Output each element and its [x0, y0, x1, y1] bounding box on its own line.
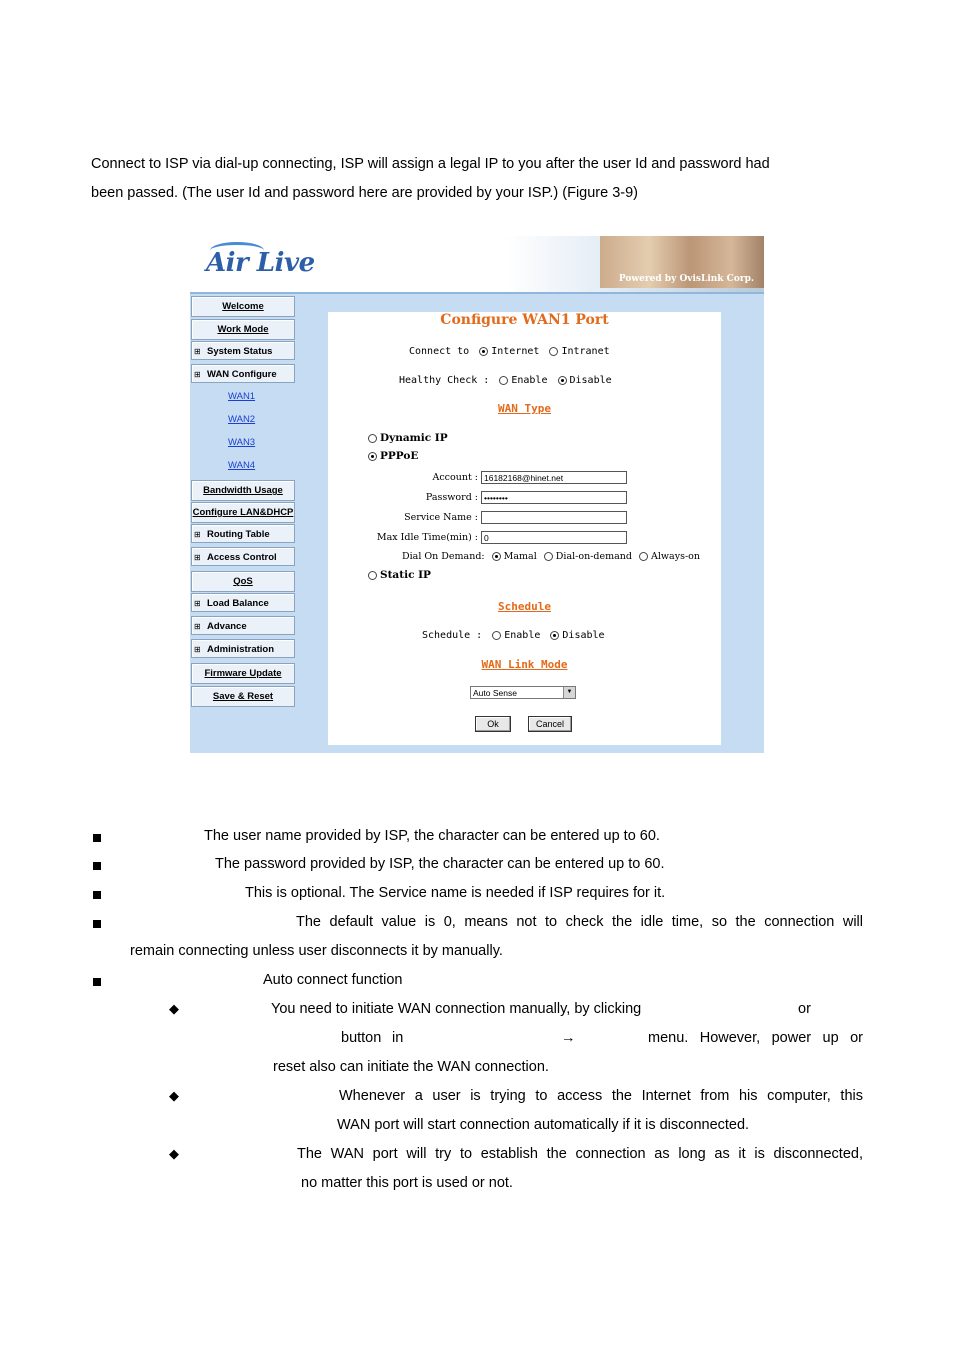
- manual-description-menu: menu. However, power up or: [648, 1030, 863, 1046]
- intro-paragraph: [91, 150, 861, 208]
- dial-on-demand-option-description: Whenever a user is trying to access the Internet from his computer, this: [339, 1088, 863, 1104]
- nav-label: Routing Table: [207, 529, 270, 540]
- dynamic-ip-label: Dynamic IP: [380, 432, 448, 444]
- manual-label: Mamal: [503, 551, 537, 562]
- manual-description-or: or: [798, 1001, 811, 1017]
- link-mode-value: Auto Sense: [473, 688, 517, 698]
- powered-by-text: Powered by OvisLink Corp.: [618, 274, 754, 284]
- healthy-disable-radio[interactable]: [558, 376, 567, 385]
- schedule-label: Schedule :: [422, 630, 483, 641]
- nav-work-mode[interactable]: Work Mode: [191, 319, 295, 340]
- static-ip-radio[interactable]: [368, 571, 377, 580]
- arrow-right-icon: →: [561, 1030, 576, 1046]
- nav-label: System Status: [207, 346, 273, 357]
- nav-wan4[interactable]: WAN4: [228, 460, 256, 471]
- nav-routing-table[interactable]: [191, 524, 295, 543]
- schedule-enable-radio[interactable]: [492, 631, 501, 640]
- dial-on-demand-row: [402, 551, 700, 562]
- bullet-square-icon: [93, 978, 101, 986]
- healthy-disable-label: Disable: [569, 375, 612, 386]
- max-idle-description-continued: remain connecting unless user disconnects it by manually.: [130, 943, 503, 959]
- account-input[interactable]: 16182168@hinet.net: [481, 471, 627, 484]
- wan-link-mode-heading: WAN Link Mode: [481, 658, 568, 671]
- password-description: The password provided by ISP, the character can be entered up to 60.: [215, 856, 665, 872]
- intranet-radio[interactable]: [549, 347, 558, 356]
- nav-save-reset[interactable]: Save & Reset: [191, 686, 295, 707]
- chevron-down-icon: ▼: [563, 687, 575, 698]
- bullet-square-icon: [93, 862, 101, 870]
- always-on-radio[interactable]: [639, 552, 648, 561]
- diamond-bullet-icon: ◆: [169, 1001, 179, 1016]
- nav-wan2[interactable]: WAN2: [228, 414, 256, 425]
- bullet-square-icon: [93, 891, 101, 899]
- nav-administration[interactable]: [191, 639, 295, 658]
- nav-configure-lan[interactable]: Configure LAN&DHCP: [191, 502, 295, 523]
- nav-system-status[interactable]: [191, 341, 295, 360]
- wan-config-screenshot: [190, 236, 764, 753]
- diamond-bullet-icon: ◆: [169, 1146, 179, 1161]
- manual-description: You need to initiate WAN connection manually, by clicking: [271, 1001, 642, 1017]
- static-ip-row: [364, 569, 431, 581]
- expand-icon: ⊞: [194, 645, 201, 654]
- service-name-label: Service Name :: [404, 512, 478, 523]
- nav-access-control[interactable]: [191, 547, 295, 566]
- password-label: Password :: [425, 492, 478, 503]
- max-idle-label: Max Idle Time(min) :: [376, 532, 478, 543]
- nav-wan1[interactable]: WAN1: [228, 391, 256, 402]
- manual-description-end: reset also can initiate the WAN connection.: [273, 1059, 549, 1075]
- expand-icon: ⊞: [194, 347, 201, 356]
- account-description: The user name provided by ISP, the character can be entered up to 60.: [204, 828, 660, 844]
- schedule-row: [422, 630, 605, 641]
- always-on-description-end: no matter this port is used or not.: [301, 1175, 513, 1191]
- airlive-logo: Air Live: [206, 248, 315, 278]
- pppoe-radio[interactable]: [368, 452, 377, 461]
- expand-icon: ⊞: [194, 622, 201, 631]
- always-on-description: The WAN port will try to establish the connection as long as it is disconnected,: [297, 1146, 863, 1162]
- nav-bandwidth-usage[interactable]: Bandwidth Usage: [191, 480, 295, 501]
- nav-label: Advance: [207, 621, 247, 632]
- pppoe-row: [364, 450, 418, 462]
- ok-button[interactable]: Ok: [475, 716, 511, 732]
- expand-icon: ⊞: [194, 599, 201, 608]
- expand-icon: ⊞: [194, 530, 201, 539]
- figure-header: [190, 236, 764, 294]
- wan-type-heading: WAN Type: [498, 402, 551, 415]
- dynamic-ip-row: [364, 432, 448, 444]
- manual-description-button: button: [341, 1030, 382, 1046]
- cancel-button[interactable]: Cancel: [528, 716, 572, 732]
- diamond-bullet-icon: ◆: [169, 1088, 179, 1103]
- connect-to-row: [409, 346, 610, 357]
- bullet-square-icon: [93, 834, 101, 842]
- nav-advance[interactable]: [191, 616, 295, 635]
- internet-label: Internet: [491, 346, 540, 357]
- schedule-enable-label: Enable: [504, 630, 541, 641]
- healthy-enable-label: Enable: [511, 375, 548, 386]
- manual-description-in: in: [392, 1030, 404, 1046]
- nav-label: WAN Configure: [207, 369, 277, 380]
- schedule-disable-label: Disable: [562, 630, 605, 641]
- nav-label: Load Balance: [207, 598, 269, 609]
- bullet-square-icon: [93, 920, 101, 928]
- nav-load-balance[interactable]: [191, 593, 295, 612]
- intro-line-2: been passed. (The user Id and password here are provided by your ISP.) (Figure 3-9): [91, 185, 638, 201]
- internet-radio[interactable]: [479, 347, 488, 356]
- dynamic-ip-radio[interactable]: [368, 434, 377, 443]
- expand-icon: ⊞: [194, 370, 201, 379]
- service-name-input[interactable]: [481, 511, 627, 524]
- link-mode-select[interactable]: [470, 686, 576, 699]
- nav-label: Access Control: [207, 552, 277, 563]
- service-name-description: This is optional. The Service name is needed if ISP requires for it.: [245, 885, 666, 901]
- connect-to-label: Connect to: [409, 346, 470, 357]
- nav-label: Administration: [207, 644, 275, 655]
- schedule-disable-radio[interactable]: [550, 631, 559, 640]
- config-panel: [328, 312, 721, 745]
- dial-on-demand-description: Auto connect function: [263, 972, 403, 988]
- static-ip-label: Static IP: [380, 569, 431, 581]
- nav-firmware-update[interactable]: Firmware Update: [191, 663, 295, 684]
- pppoe-label: PPPoE: [380, 450, 419, 462]
- intranet-label: Intranet: [561, 346, 610, 357]
- always-on-label: Always-on: [651, 551, 701, 562]
- nav-wan-configure[interactable]: [191, 364, 295, 383]
- nav-qos[interactable]: QoS: [191, 571, 295, 592]
- max-idle-input[interactable]: 0: [481, 531, 627, 544]
- healthy-enable-radio[interactable]: [499, 376, 508, 385]
- expand-icon: ⊞: [194, 553, 201, 562]
- healthy-check-label: Healthy Check :: [399, 375, 490, 386]
- nav-wan3[interactable]: WAN3: [228, 437, 256, 448]
- page-title: Configure WAN1 Port: [440, 312, 609, 328]
- dial-on-demand-option-label: Dial-on-demand: [555, 551, 632, 562]
- nav-welcome[interactable]: Welcome: [191, 296, 295, 317]
- intro-line-1: Connect to ISP via dial-up connecting, ISP will assign a legal IP to you after the user Id and password had: [91, 156, 770, 172]
- manual-radio[interactable]: [492, 552, 501, 561]
- dial-on-demand-option-description-end: WAN port will start connection automatically if it is disconnected.: [337, 1117, 750, 1133]
- account-label: Account :: [432, 472, 478, 483]
- password-input[interactable]: ••••••••: [481, 491, 627, 504]
- healthy-check-row: [399, 375, 612, 386]
- schedule-heading: Schedule: [498, 600, 551, 613]
- dial-on-demand-radio[interactable]: [544, 552, 553, 561]
- dial-on-demand-label: Dial On Demand:: [402, 551, 485, 562]
- max-idle-description: The default value is 0, means not to check the idle time, so the connection will: [296, 914, 863, 930]
